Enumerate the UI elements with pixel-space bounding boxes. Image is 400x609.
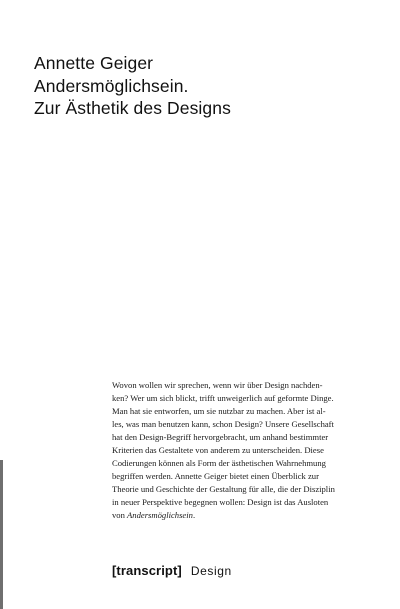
blurb-line: les, was man benutzen kann, schon Design? Unsere Gesellschaft: [112, 419, 334, 429]
publisher-logo: [transcript]: [112, 563, 182, 578]
blurb-line: ken? Wer um sich blickt, trifft unweigerlich auf geformte Dinge.: [112, 393, 334, 403]
publisher-block: [112, 563, 232, 578]
blurb-line: Wovon wollen wir sprechen, wenn wir über Design nachden-: [112, 380, 323, 390]
blurb-last-suffix: .: [192, 510, 196, 520]
blurb-last-prefix: von: [112, 510, 128, 520]
blurb-line: begriffen werden. Annette Geiger bietet einen Überblick zur: [112, 471, 319, 481]
title-block: [34, 52, 231, 120]
blurb-last-italic: Andersmöglichsein: [127, 510, 193, 520]
book-title: Andersmöglichsein.: [34, 75, 189, 96]
blurb-line: Theorie und Geschichte der Gestaltung für alle, die der Disziplin: [112, 484, 335, 494]
author-name: Annette Geiger: [34, 53, 154, 73]
blurb-line: Codierungen können als Form der ästhetischen Wahrnehmung: [112, 458, 326, 468]
blurb-line: in neuer Perspektive begegnen wollen: Design ist das Ausloten: [112, 497, 329, 507]
blurb-line: hat den Design-Begriff hervorgebracht, um anhand bestimmter: [112, 432, 329, 442]
blurb-line: Kriterien das Gestaltete von anderem zu unterscheiden. Diese: [112, 445, 324, 455]
book-subtitle: Zur Ästhetik des Designs: [34, 98, 231, 118]
blurb-text: [112, 379, 384, 522]
series-name: Design: [190, 564, 232, 578]
blurb-last-line: [112, 509, 384, 522]
blurb-line: Man hat sie entworfen, um sie nutzbar zu machen. Aber ist al-: [112, 406, 326, 416]
cover-edge-bar: [0, 460, 3, 609]
